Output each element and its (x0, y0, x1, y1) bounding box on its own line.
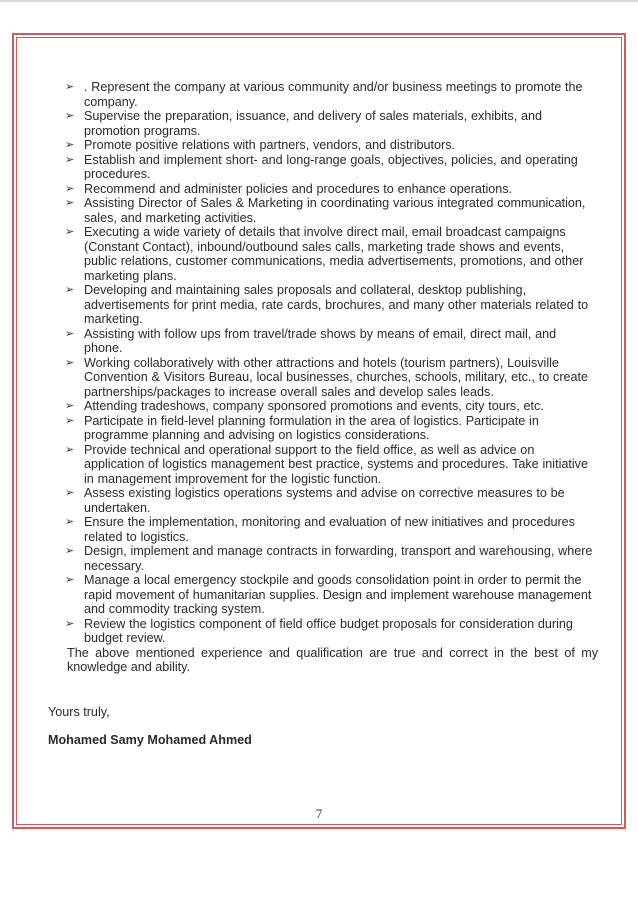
arrow-bullet-icon: ➢ (65, 139, 75, 151)
arrow-bullet-icon: ➢ (65, 545, 75, 557)
list-item (50, 356, 598, 400)
list-item (50, 327, 598, 356)
list-item (50, 196, 598, 225)
arrow-bullet-icon: ➢ (65, 356, 75, 369)
arrow-bullet-icon: ➢ (65, 327, 75, 340)
page-number: 7 (315, 806, 323, 821)
arrow-bullet-icon: ➢ (65, 443, 75, 456)
list-item-text: Developing and maintaining sales proposals and collateral, desktop publishing, advertisements for print media, rate cards, brochures, and many other materials related to marketing. (84, 283, 589, 326)
list-item-text: Assess existing logistics operations systems and advise on corrective measures to be undertaken. (84, 486, 565, 515)
arrow-bullet-icon: ➢ (65, 516, 75, 528)
list-item-text: Executing a wide variety of details that involve direct mail, email broadcast campaigns (Constant Contact), inbound/outbound sales calls, marketing trade shows and events, public relations, customer communications, media advertisements, promotions, and other marketing plans. (84, 225, 584, 283)
responsibility-list (50, 80, 598, 646)
list-item (50, 515, 598, 544)
list-item (50, 617, 598, 646)
list-item-text: Design, implement and manage contracts in forwarding, transport and warehousing, where necessary. (84, 544, 593, 573)
list-item (50, 573, 598, 617)
list-item (50, 443, 598, 487)
list-item (50, 399, 598, 414)
list-item (50, 225, 598, 283)
list-item-text: Promote positive relations with partners, vendors, and distributors. (84, 138, 455, 152)
list-item (50, 109, 598, 138)
list-item (50, 544, 598, 573)
document-body (50, 80, 598, 675)
arrow-bullet-icon: ➢ (65, 617, 75, 630)
arrow-bullet-icon: ➢ (65, 153, 75, 166)
list-item-text: Recommend and administer policies and procedures to enhance operations. (84, 181, 513, 196)
list-item (50, 153, 598, 182)
list-item-text: Attending tradeshows, company sponsored promotions and events, city tours, etc. (84, 399, 544, 413)
list-item-text: Working collaboratively with other attractions and hotels (tourism partners), Louisville Convention & Visitors Bureau, local businesses, churches, schools, military, etc., to create partnerships/packages to increase overall sales and develop sales leads. (84, 355, 589, 399)
list-item-text: Manage a local emergency stockpile and goods consolidation point in order to permit the rapid movement of humanitarian supplies. Design and implement warehouse management and commodity tracking system. (84, 573, 592, 616)
signoff: Yours truly, (48, 705, 110, 719)
list-item (50, 283, 598, 327)
arrow-bullet-icon: ➢ (65, 487, 75, 499)
list-item-text: . Represent the company at various community and/or business meetings to promote the company. (84, 80, 583, 109)
list-item-text: Ensure the implementation, monitoring and evaluation of new initiatives and procedures related to logistics. (84, 515, 575, 544)
list-item (50, 486, 598, 515)
list-item-text: Assisting with follow ups from travel/trade shows by means of email, direct mail, and phone. (84, 326, 557, 355)
list-item (50, 80, 598, 109)
arrow-bullet-icon: ➢ (65, 574, 75, 586)
list-item-text: Review the logistics component of field office budget proposals for consideration during budget review. (84, 616, 573, 645)
list-item-text: Participate in field-level planning formulation in the area of logistics. Participate in programme planning and advising on logistics considerations. (84, 413, 539, 442)
list-item-text: Establish and implement short- and long-range goals, objectives, policies, and operating procedures. (84, 152, 578, 181)
list-item-text: Provide technical and operational support to the field office, as well as advice on application of logistics management best practice, systems and procedures. Take initiative in management improvement for the logistic function. (84, 442, 588, 486)
arrow-bullet-icon: ➢ (65, 414, 75, 427)
closing-statement: The above mentioned experience and qualification are true and correct in the best of my knowledge and ability. (67, 645, 598, 674)
scan-edge (0, 0, 638, 2)
signature-name: Mohamed Samy Mohamed Ahmed (48, 733, 252, 747)
arrow-bullet-icon: ➢ (65, 226, 75, 238)
list-item (50, 182, 598, 197)
arrow-bullet-icon: ➢ (65, 400, 75, 412)
arrow-bullet-icon: ➢ (65, 197, 75, 209)
list-item-text: Assisting Director of Sales & Marketing in coordinating various integrated communication, sales, and marketing activities. (84, 196, 586, 225)
list-item (50, 138, 598, 153)
arrow-bullet-icon: ➢ (65, 81, 75, 93)
arrow-bullet-icon: ➢ (65, 182, 75, 195)
list-item (50, 414, 598, 443)
arrow-bullet-icon: ➢ (65, 110, 75, 122)
arrow-bullet-icon: ➢ (65, 284, 75, 296)
list-item-text: Supervise the preparation, issuance, and delivery of sales materials, exhibits, and promotion programs. (84, 109, 543, 138)
